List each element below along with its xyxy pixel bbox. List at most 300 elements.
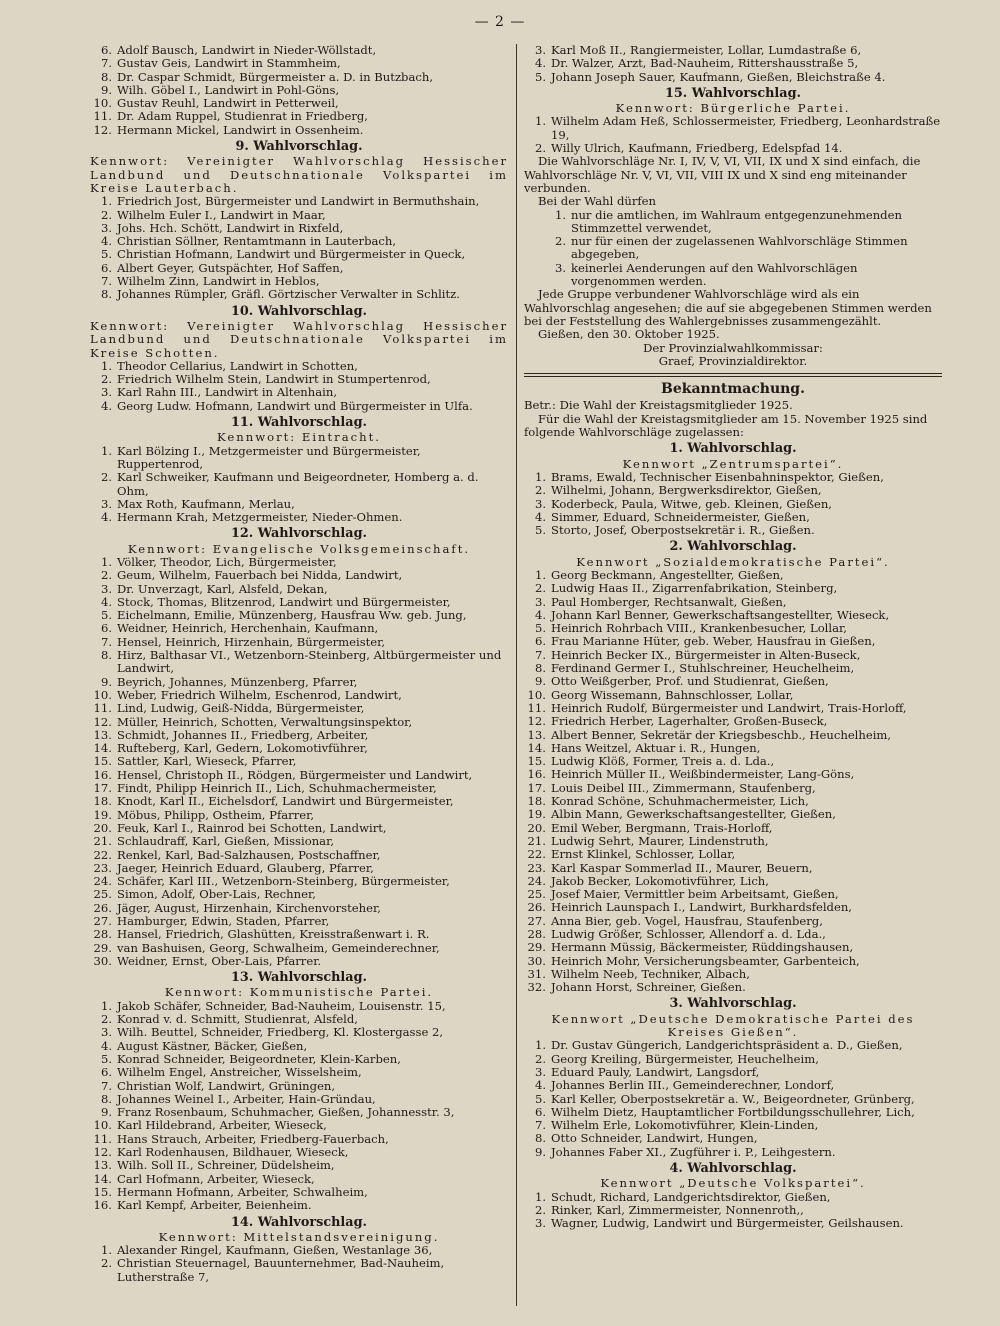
section-heading: 10. Wahlvorschlag.: [230, 303, 367, 319]
item-text: Wilhelm Erle, Lokomotivführer, Klein-Linden,: [551, 1118, 819, 1133]
item-number: 8.: [100, 69, 112, 84]
list-item: [524, 1066, 942, 1079]
list-item: [524, 57, 942, 70]
item-text: Hermann Müssig, Bäckermeister, Rüddingshausen,: [551, 940, 854, 955]
list-item: [524, 715, 942, 728]
keyword-line: Kennwort: Mittelstandsvereinigung.: [158, 1229, 440, 1244]
item-text: Georg Ludw. Hofmann, Landwirt und Bürgermeister in Ulfa.: [117, 398, 473, 413]
section-heading: 11. Wahlvorschlag.: [230, 415, 367, 431]
list-item: [90, 862, 508, 875]
list-item: [90, 915, 508, 928]
item-number: 16.: [93, 767, 112, 782]
section-heading: 1. Wahlvorschlag.: [669, 441, 797, 457]
item-text: Wilhelm Neeb, Techniker, Albach,: [551, 966, 750, 981]
item-text: Johann Joseph Sauer, Kaufmann, Gießen, Bleichstraße 4.: [551, 69, 886, 84]
list-item: [90, 262, 508, 275]
list-item: [524, 768, 942, 781]
keyword-line: Kennwort „Deutsche Demokratische Partei des Kreises Gießen“.: [551, 1011, 915, 1040]
item-text: Jakob Becker, Lokomotivführer, Lich,: [551, 873, 769, 888]
list-continuation: [90, 44, 508, 137]
keyword-line: Kennwort: Kommunistische Partei.: [164, 985, 434, 1000]
section-heading: 9. Wahlvorschlag.: [235, 139, 363, 155]
list-item: [90, 71, 508, 84]
item-number: 4.: [534, 1078, 546, 1093]
item-number: 4.: [534, 56, 546, 71]
item-number: 31.: [527, 966, 546, 981]
list-item: [90, 1106, 508, 1119]
item-number: 26.: [93, 900, 112, 915]
list-item: [524, 808, 942, 821]
list-item: [90, 471, 508, 498]
list-item: [90, 689, 508, 702]
item-text: Christian Söllner, Rentamtmann in Lauterbach,: [117, 234, 397, 249]
list-item: [90, 288, 508, 301]
item-text: Simmer, Eduard, Schneidermeister, Gießen,: [551, 509, 810, 524]
list-item: [524, 901, 942, 914]
list-item: [90, 44, 508, 57]
item-number: 11.: [93, 1131, 112, 1146]
item-number: 2.: [100, 1256, 112, 1271]
list-item: [90, 1159, 508, 1172]
item-text: Albert Geyer, Gutspächter, Hof Saffen,: [117, 260, 344, 275]
item-number: 20.: [93, 820, 112, 835]
list-item: [90, 716, 508, 729]
item-number: 15.: [93, 1184, 112, 1199]
section-heading: 15. Wahlvorschlag.: [664, 85, 801, 101]
column-divider: [516, 44, 517, 1306]
item-text: Karl Hildebrand, Arbeiter, Wieseck,: [117, 1118, 327, 1133]
list-item: [90, 386, 508, 399]
list-item: [90, 782, 508, 795]
list-item: [524, 981, 942, 994]
date-line: Gießen, den 30. Oktober 1925.: [538, 327, 720, 342]
item-number: 14.: [93, 1171, 112, 1186]
list-item: [524, 1039, 942, 1052]
list-item: [524, 524, 942, 537]
item-number: 1.: [100, 194, 112, 209]
item-text: Anna Bier, geb. Vogel, Hausfrau, Staufenberg,: [551, 913, 823, 928]
item-text: Johann Karl Benner, Gewerkschaftsangestellter, Wieseck,: [551, 607, 890, 622]
list-item: [90, 248, 508, 261]
item-number: 3.: [534, 1216, 546, 1231]
item-text: Johannes Rümpler, Gräfl. Görtzischer Verwalter in Schlitz.: [117, 287, 460, 302]
list-item: [544, 235, 942, 262]
section-heading: 3. Wahlvorschlag.: [669, 996, 797, 1012]
item-number: 1.: [100, 1243, 112, 1258]
item-number: 3.: [100, 220, 112, 235]
list-item: [90, 110, 508, 123]
list-item: [524, 782, 942, 795]
item-text: Georg Wissemann, Bahnschlosser, Lollar,: [551, 687, 794, 702]
section-heading: 4. Wahlvorschlag.: [669, 1161, 797, 1177]
list-item: [90, 1040, 508, 1053]
list-item: [90, 235, 508, 248]
item-text: Friedrich Wilhelm Stein, Landwirt in Stumpertenrod,: [117, 372, 431, 387]
item-text: Carl Hofmann, Arbeiter, Wieseck,: [117, 1171, 315, 1186]
list-item: [524, 742, 942, 755]
item-text: Ludwig Klöß, Former, Treis a. d. Lda.,: [551, 754, 775, 769]
item-text: Renkel, Karl, Bad-Salzhausen, Postschaffner,: [117, 847, 381, 862]
item-number: 24.: [527, 873, 546, 888]
item-text: Heinrich Launspach I., Landwirt, Burkhardsfelden,: [551, 900, 852, 915]
item-number: 19.: [527, 807, 546, 822]
item-text: Dr. Gustav Güngerich, Landgerichtspräsident a. D., Gießen,: [551, 1038, 903, 1053]
list-item: [90, 209, 508, 222]
item-number: 8.: [100, 648, 112, 663]
list-item: [524, 1119, 942, 1132]
rules-paragraph: Die Wahlvorschläge Nr. I, IV, V, VI, VII, IX und X sind einfach, die Wahlvorschläge Nr. V, VI, VII, VIII IX und X sind eng miteinander verbunden.: [524, 154, 921, 195]
item-text: Josef Maier, Vermittler beim Arbeitsamt, Gießen,: [551, 887, 839, 902]
item-number: 24.: [93, 874, 112, 889]
item-number: 3.: [534, 43, 546, 57]
item-number: 2.: [534, 1202, 546, 1217]
signoff-name: Graef, Provinzialdirektor.: [658, 353, 808, 368]
right-column: [524, 44, 942, 1231]
list-item: [524, 596, 942, 609]
item-text: Friedrich Herber, Lagerhalter, Großen-Buseck,: [551, 714, 828, 729]
keyword-line: Kennwort: Eintracht.: [217, 430, 381, 445]
list-item: [524, 142, 942, 155]
item-number: 7.: [100, 634, 112, 649]
signoff-office: Der Provinzialwahlkommissar:: [643, 340, 823, 355]
item-text: nur für einen der zugelassenen Wahlvorschläge Stimmen abgegeben,: [571, 234, 908, 262]
item-text: Schäfer, Karl III., Wetzenborn-Steinberg, Bürgermeister,: [117, 874, 450, 889]
item-number: 27.: [93, 914, 112, 928]
list-item: [90, 902, 508, 915]
item-number: 9.: [534, 1144, 546, 1159]
list-item: [90, 1093, 508, 1106]
list-item: [90, 596, 508, 609]
item-text: Karl Rahn III., Landwirt in Altenhain,: [117, 385, 338, 400]
item-number: 2.: [100, 1012, 112, 1027]
item-number: 29.: [527, 940, 546, 955]
item-number: 7.: [100, 274, 112, 289]
page-number: — 2 —: [474, 14, 526, 30]
item-text: Schlaudraff, Karl, Gießen, Missionar,: [117, 834, 335, 849]
item-number: 6.: [100, 43, 112, 57]
list-item: [90, 84, 508, 97]
list-item: [90, 888, 508, 901]
list-item: [524, 888, 942, 901]
candidate-list: [524, 1191, 942, 1231]
item-text: Feuk, Karl I., Rainrod bei Schotten, Landwirt,: [117, 820, 387, 835]
candidate-list: [524, 115, 942, 155]
item-number: 12.: [527, 714, 546, 729]
item-number: 7.: [100, 56, 112, 71]
item-number: 6.: [534, 634, 546, 649]
item-number: 25.: [527, 887, 546, 902]
item-text: Dr. Walzer, Arzt, Bad-Nauheim, Rittershausstraße 5,: [551, 56, 859, 71]
item-number: 5.: [100, 1051, 112, 1066]
item-text: Findt, Philipp Heinrich II., Lich, Schuhmachermeister,: [117, 781, 437, 796]
item-number: 9.: [100, 674, 112, 689]
item-text: Wilhelm Engel, Anstreicher, Wisselsheim,: [117, 1065, 362, 1080]
item-text: Schmidt, Johannes II., Friedberg, Arbeiter,: [117, 727, 369, 742]
item-text: Storto, Josef, Oberpostsekretär i. R., Gießen.: [551, 523, 815, 538]
item-number: 11.: [93, 109, 112, 124]
item-text: Hermann Hofmann, Arbeiter, Schwalheim,: [117, 1184, 368, 1199]
list-item: [524, 662, 942, 675]
list-item: [90, 649, 508, 676]
item-text: Johannes Faber XI., Zugführer i. P., Leihgestern.: [551, 1144, 836, 1159]
item-number: 4.: [100, 1038, 112, 1053]
item-text: Heinrich Rohrbach VIII., Krankenbesucher, Lollar,: [551, 621, 847, 636]
item-text: Louis Deibel III., Zimmermann, Staufenberg,: [551, 780, 816, 795]
list-item: [90, 124, 508, 137]
item-text: Heinrich Mohr, Versicherungsbeamter, Garbenteich,: [551, 953, 860, 968]
candidate-list: [90, 1244, 508, 1284]
item-number: 10.: [93, 1118, 112, 1133]
list-item: [90, 702, 508, 715]
item-text: Wilh. Soll II., Schreiner, Düdelsheim,: [117, 1158, 335, 1173]
item-number: 3.: [534, 1064, 546, 1079]
list-item: [524, 835, 942, 848]
item-text: Hansel, Friedrich, Glashütten, Kreisstraßenwart i. R.: [117, 927, 430, 942]
list-item: [524, 1191, 942, 1204]
item-text: Otto Schneider, Landwirt, Hungen,: [551, 1131, 758, 1146]
item-number: 14.: [93, 741, 112, 756]
list-item: [90, 1199, 508, 1212]
item-number: 1.: [534, 567, 546, 582]
item-number: 23.: [93, 860, 112, 875]
item-text: Theodor Cellarius, Landwirt in Schotten,: [117, 358, 358, 373]
list-item: [90, 849, 508, 862]
item-number: 2.: [534, 141, 546, 156]
list-item: [90, 1053, 508, 1066]
list-item: [90, 729, 508, 742]
item-number: 16.: [527, 767, 546, 782]
item-number: 3.: [100, 581, 112, 596]
item-number: 17.: [527, 780, 546, 795]
keyword-line: Kennwort: Vereinigter Wahlvorschlag Hessischer Landbund und Deutschnationale Volkspartei im Kreise Schotten.: [90, 318, 508, 360]
item-number: 18.: [527, 794, 546, 809]
item-number: 13.: [527, 727, 546, 742]
list-item: [524, 729, 942, 742]
item-number: 5.: [100, 608, 112, 623]
list-item: [90, 1146, 508, 1159]
item-number: 19.: [93, 807, 112, 822]
item-text: Johann Horst, Schreiner, Gießen.: [551, 980, 746, 995]
list-item: [544, 262, 942, 289]
item-number: 20.: [527, 820, 546, 835]
item-text: Hans Strauch, Arbeiter, Friedberg-Fauerbach,: [117, 1131, 389, 1146]
list-item: [90, 360, 508, 373]
item-number: 1.: [534, 1189, 546, 1204]
candidate-list: [90, 195, 508, 301]
list-item: [90, 822, 508, 835]
list-item: [90, 769, 508, 782]
item-text: Max Roth, Kaufmann, Merlau,: [117, 496, 295, 511]
candidate-list: [90, 445, 508, 525]
item-text: Hensel, Christoph II., Rödgen, Bürgermeister und Landwirt,: [117, 767, 473, 782]
candidate-list: [90, 360, 508, 413]
list-item: [90, 742, 508, 755]
item-text: Christian Wolf, Landwirt, Grüningen,: [117, 1078, 336, 1093]
list-item: [90, 1000, 508, 1013]
list-item: [524, 702, 942, 715]
item-text: Christian Steuernagel, Bauunternehmer, Bad-Nauheim, Lutherstraße 7,: [117, 1256, 445, 1284]
item-text: Karl Bölzing I., Metzgermeister und Bürgermeister, Ruppertenrod,: [117, 443, 421, 471]
list-item: [90, 1244, 508, 1257]
list-item: [524, 71, 942, 84]
item-text: Karl Moß II., Rangiermeister, Lollar, Lumdastraße 6,: [551, 43, 862, 57]
item-text: Wilhelm Dietz, Hauptamtlicher Fortbildungsschullehrer, Lich,: [551, 1104, 915, 1119]
list-item: [524, 1053, 942, 1066]
item-number: 7.: [100, 1078, 112, 1093]
item-text: Wilh. Göbel I., Landwirt in Pohl-Göns,: [117, 82, 340, 97]
item-text: Wilhelm Zinn, Landwirt in Heblos,: [117, 274, 320, 289]
item-number: 3.: [100, 496, 112, 511]
list-item: [90, 511, 508, 524]
item-text: Ernst Klinkel, Schlosser, Lollar,: [551, 847, 736, 862]
item-number: 2.: [554, 234, 566, 249]
item-text: Stock, Thomas, Blitzenrod, Landwirt und Bürgermeister,: [117, 594, 451, 609]
item-number: 12.: [93, 714, 112, 729]
item-number: 7.: [534, 1118, 546, 1133]
item-number: 2.: [100, 207, 112, 222]
list-item: [524, 582, 942, 595]
item-number: 2.: [534, 483, 546, 498]
list-item: [544, 209, 942, 236]
list-item: [90, 195, 508, 208]
item-text: Koderbeck, Paula, Witwe, geb. Kleinen, Gießen,: [551, 496, 832, 511]
item-number: 6.: [534, 1104, 546, 1119]
item-number: 26.: [527, 900, 546, 915]
item-number: 28.: [93, 927, 112, 942]
item-text: Karl Keller, Oberpostsekretär a. W., Beigeordneter, Grünberg,: [551, 1091, 915, 1106]
item-number: 8.: [534, 1131, 546, 1146]
item-number: 12.: [93, 122, 112, 137]
item-text: Albin Mann, Gewerkschaftsangestellter, Gießen,: [551, 807, 836, 822]
item-number: 5.: [534, 523, 546, 538]
item-text: Beyrich, Johannes, Münzenberg, Pfarrer,: [117, 674, 358, 689]
list-item: [524, 1093, 942, 1106]
item-number: 1.: [100, 554, 112, 569]
item-number: 11.: [527, 700, 546, 715]
item-number: 14.: [527, 740, 546, 755]
item-text: Ferdinand Germer I., Stuhlschreiner, Heuchelheim,: [551, 661, 855, 676]
list-item: [90, 57, 508, 70]
item-number: 1.: [534, 469, 546, 484]
item-text: Hermann Mickel, Landwirt in Ossenheim.: [117, 122, 364, 137]
item-number: 28.: [527, 927, 546, 941]
list-item: [524, 795, 942, 808]
list-item: [524, 848, 942, 861]
item-number: 6.: [100, 621, 112, 636]
item-text: Ludwig Größer, Schlosser, Allendorf a. d. Lda.,: [551, 927, 826, 941]
item-number: 10.: [93, 96, 112, 111]
list-item: [524, 44, 942, 57]
list-item: [90, 795, 508, 808]
item-text: Johannes Weinel I., Arbeiter, Hain-Gründau,: [117, 1091, 376, 1106]
list-item: [90, 955, 508, 968]
list-item: [90, 556, 508, 569]
list-continuation: [524, 44, 942, 84]
item-text: Karl Rodenhausen, Bildhauer, Wieseck,: [117, 1145, 349, 1160]
list-item: [90, 1186, 508, 1199]
item-number: 7.: [534, 647, 546, 662]
list-item: [90, 1066, 508, 1079]
item-text: Jaeger, Heinrich Eduard, Glauberg, Pfarrer,: [117, 860, 374, 875]
item-number: 4.: [100, 234, 112, 249]
item-text: Weidner, Ernst, Ober-Lais, Pfarrer.: [117, 953, 322, 968]
section-heading: 13. Wahlvorschlag.: [230, 970, 367, 986]
item-text: Karl Kempf, Arbeiter, Beienheim.: [117, 1198, 312, 1213]
keyword-line: Kennwort „Zentrumspartei“.: [622, 456, 844, 471]
announcement-intro: Für die Wahl der Kreistagsmitglieder am 15. November 1925 sind folgende Wahlvorschläge zugelassen:: [524, 411, 928, 440]
item-number: 2.: [100, 470, 112, 485]
item-text: Gustav Geis, Landwirt in Stammheim,: [117, 56, 341, 71]
list-item: [524, 862, 942, 875]
item-number: 16.: [93, 1198, 112, 1213]
list-item: [524, 675, 942, 688]
section-heading: 14. Wahlvorschlag.: [230, 1214, 367, 1230]
list-item: [524, 755, 942, 768]
item-text: Georg Beckmann, Angestellter, Gießen,: [551, 567, 784, 582]
item-text: Gustav Reuhl, Landwirt in Petterweil,: [117, 96, 339, 111]
list-item: [90, 835, 508, 848]
list-item: [524, 941, 942, 954]
item-text: Otto Weißgerber, Prof. und Studienrat, Gießen,: [551, 674, 829, 689]
section-heading: 12. Wahlvorschlag.: [230, 526, 367, 542]
list-item: [90, 1026, 508, 1039]
item-number: 2.: [100, 372, 112, 387]
list-item: [524, 609, 942, 622]
item-text: Rinker, Karl, Zimmermeister, Nonnenroth,,: [551, 1202, 804, 1217]
item-text: Jakob Schäfer, Schneider, Bad-Nauheim, Louisenstr. 15,: [117, 998, 446, 1013]
list-item: [524, 875, 942, 888]
rules-list: [524, 209, 942, 289]
list-item: [524, 1146, 942, 1159]
item-text: Wilhelmi, Johann, Bergwerksdirektor, Gießen,: [551, 483, 822, 498]
list-item: [524, 915, 942, 928]
item-number: 1.: [534, 1038, 546, 1053]
section-divider: [524, 373, 942, 377]
list-item: [524, 622, 942, 635]
item-text: Hamburger, Edwin, Staden, Pfarrer,: [117, 914, 330, 928]
item-text: Knodt, Karl II., Eichelsdorf, Landwirt und Bürgermeister,: [117, 794, 454, 809]
item-number: 3.: [554, 260, 566, 275]
item-text: Dr. Unverzagt, Karl, Alsfeld, Dekan,: [117, 581, 328, 596]
list-item: [90, 275, 508, 288]
item-text: Johannes Berlin III., Gemeinderechner, Londorf,: [551, 1078, 835, 1093]
item-number: 12.: [93, 1145, 112, 1160]
item-text: Wagner, Ludwig, Landwirt und Bürgermeister, Geilshausen.: [551, 1216, 904, 1231]
item-number: 15.: [527, 754, 546, 769]
list-item: [90, 1119, 508, 1132]
item-number: 5.: [534, 621, 546, 636]
item-text: Hensel, Heinrich, Hirzenhain, Bürgermeister,: [117, 634, 386, 649]
list-item: [90, 445, 508, 472]
list-item: [90, 1013, 508, 1026]
item-text: Hans Weitzel, Aktuar i. R., Hungen,: [551, 740, 761, 755]
item-text: Christian Hofmann, Landwirt und Bürgermeister in Queck,: [117, 247, 466, 262]
item-number: 3.: [100, 385, 112, 400]
list-item: [90, 1080, 508, 1093]
list-item: [90, 222, 508, 235]
item-number: 21.: [527, 833, 546, 848]
item-number: 9.: [100, 1105, 112, 1120]
item-text: Frau Marianne Hüter, geb. Weber, Hausfrau in Gießen,: [551, 634, 876, 649]
list-item: [90, 755, 508, 768]
item-text: Dr. Caspar Schmidt, Bürgermeister a. D. in Butzbach,: [117, 69, 434, 84]
item-text: Brams, Ewald, Technischer Eisenbahninspektor, Gießen,: [551, 469, 884, 484]
item-number: 4.: [534, 509, 546, 524]
item-text: Jäger, August, Hirzenhain, Kirchenvorsteher,: [117, 900, 381, 915]
keyword-line: Kennwort: Evangelische Volksgemeinschaft.: [127, 541, 471, 556]
list-item: [524, 1217, 942, 1230]
item-text: Wilh. Beuttel, Schneider, Friedberg, Kl. Klostergasse 2,: [117, 1025, 444, 1040]
